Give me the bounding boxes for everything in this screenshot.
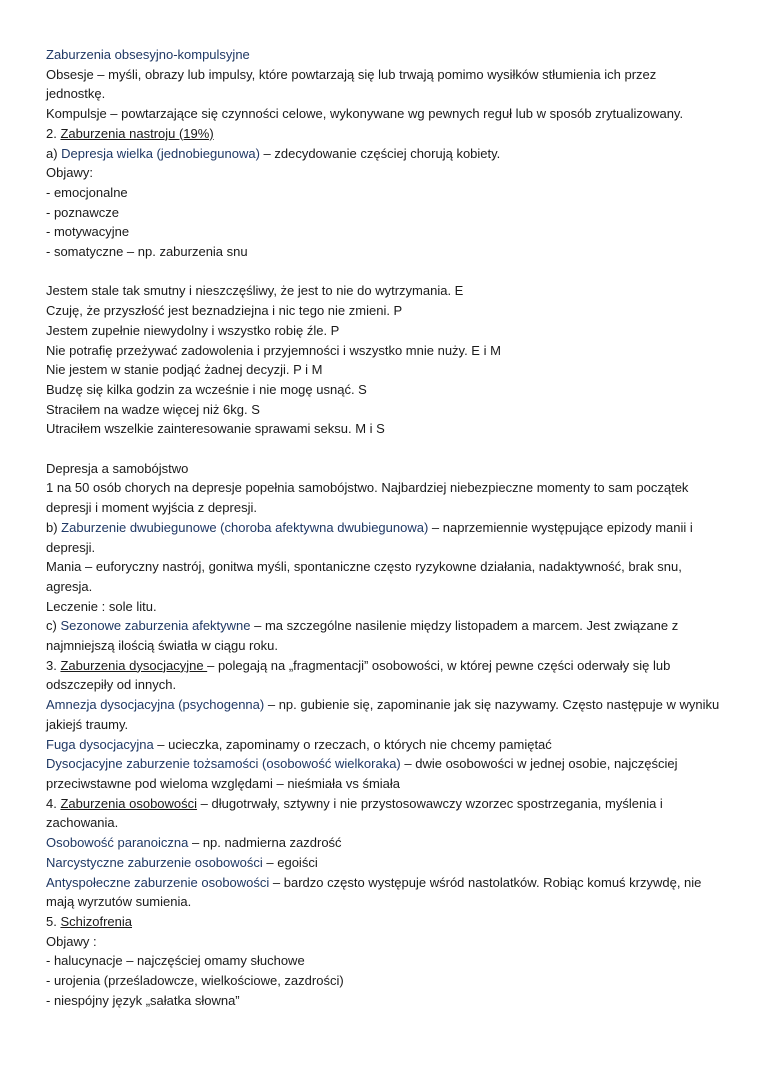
bipolar-line-2: depresji. bbox=[46, 539, 96, 555]
schizophrenia-symptom: - halucynacje – najczęściej omamy słuchowe bbox=[46, 953, 305, 969]
paranoid-line bbox=[46, 833, 720, 853]
statement-line: Jestem stale tak smutny i nieszczęśliwy, że jest to nie do wytrzymania. E bbox=[46, 283, 464, 299]
personality-number: 4. bbox=[46, 795, 61, 811]
mood-number: 2. bbox=[46, 125, 61, 141]
schizophrenia-title: Schizofrenia bbox=[60, 913, 133, 929]
narcissistic-term: Narcystyczne zaburzenie osobowości bbox=[46, 854, 263, 870]
statement-line: Budzę się kilka godzin za wcześnie i nie mogę usnąć. S bbox=[46, 381, 367, 397]
fugue-desc: – ucieczka, zapominamy o rzeczach, o których nie chcemy pamiętać bbox=[153, 736, 552, 752]
amnesia-line-2: jakiejś traumy. bbox=[46, 716, 129, 732]
obsesje-line-1: Obsesje – myśli, obrazy lub impulsy, które powtarzają się lub trwają pomimo wysiłków stłumienia ich przez bbox=[46, 66, 657, 82]
bipolar-prefix: b) bbox=[46, 519, 62, 535]
depression-line bbox=[46, 144, 720, 164]
depression-term: Depresja wielka (jednobiegunowa) bbox=[61, 145, 260, 161]
statement-line: Nie potrafię przeżywać zadowolenia i przyjemności i wszystko mnie nuży. E i M bbox=[46, 342, 501, 358]
mood-title: Zaburzenia nastroju (19%) bbox=[60, 125, 214, 141]
personality-desc: – długotrwały, sztywny i nie przystosowawczy wzorzec spostrzegania, myślenia i bbox=[197, 795, 663, 811]
dissociative-heading bbox=[46, 656, 720, 676]
dissociative-title: Zaburzenia dysocjacyjne bbox=[60, 657, 208, 673]
paranoid-term: Osobowość paranoiczna bbox=[46, 835, 189, 851]
schizophrenia-symptom: - urojenia (prześladowcze, wielkościowe, zazdrości) bbox=[46, 973, 344, 989]
statement-line: Straciłem na wadze więcej niż 6kg. S bbox=[46, 401, 260, 417]
treatment-line: Leczenie : sole litu. bbox=[46, 598, 157, 614]
symptom-item: - poznawcze bbox=[46, 204, 119, 220]
statement-line: Nie jestem w stanie podjąć żadnej decyzji. P i M bbox=[46, 362, 323, 378]
dissociative-desc: – polegają na „fragmentacji” osobowości, w której pewne części oderwały się lub bbox=[207, 657, 671, 673]
schizophrenia-objawy-label: Objawy : bbox=[46, 933, 97, 949]
seasonal-line-2: najmniejszą ilością światła w ciągu roku. bbox=[46, 638, 278, 654]
personality-line-2: zachowania. bbox=[46, 815, 119, 831]
statement-line: Czuję, że przyszłość jest beznadziejna i nic tego nie zmieni. P bbox=[46, 303, 403, 319]
narcissistic-line bbox=[46, 853, 720, 873]
spacer bbox=[46, 439, 720, 459]
obsesje-line-2: jednostkę. bbox=[46, 86, 106, 102]
antisocial-desc: – bardzo często występuje wśród nastolatków. Robiąc komuś krzywdę, nie bbox=[269, 874, 702, 890]
identity-line bbox=[46, 754, 720, 774]
ocd-heading: Zaburzenia obsesyjno-kompulsyjne bbox=[46, 47, 250, 62]
suicide-heading: Depresja a samobójstwo bbox=[46, 460, 189, 476]
antisocial-term: Antyspołeczne zaburzenie osobowości bbox=[46, 874, 270, 890]
depression-desc: – zdecydowanie częściej chorują kobiety. bbox=[259, 145, 501, 161]
schizophrenia-symptom: - niespójny język „sałatka słowna” bbox=[46, 992, 240, 1008]
symptom-item: - emocjonalne bbox=[46, 184, 128, 200]
spacer bbox=[46, 262, 720, 282]
fugue-term: Fuga dysocjacyjna bbox=[46, 736, 154, 752]
fugue-line bbox=[46, 735, 720, 755]
identity-desc: – dwie osobowości w jednej osobie, najczęściej bbox=[400, 756, 678, 772]
bipolar-term: Zaburzenie dwubiegunowe (choroba afektywna dwubiegunowa) bbox=[61, 519, 429, 535]
objawy-label: Objawy: bbox=[46, 165, 93, 181]
seasonal-prefix: c) bbox=[46, 618, 61, 634]
statement-line: Utraciłem wszelkie zainteresowanie sprawami seksu. M i S bbox=[46, 421, 385, 437]
dissociative-number: 3. bbox=[46, 657, 61, 673]
bipolar-desc: – naprzemiennie występujące epizody manii i bbox=[428, 519, 693, 535]
suicide-line-2: depresji i moment wyjścia z depresji. bbox=[46, 500, 257, 516]
schizophrenia-number: 5. bbox=[46, 913, 61, 929]
narcissistic-desc: – egoiści bbox=[262, 854, 318, 870]
personality-title: Zaburzenia osobowości bbox=[60, 795, 198, 811]
antisocial-line-2: mają wyrzutów sumienia. bbox=[46, 894, 192, 910]
bipolar-line bbox=[46, 518, 720, 538]
personality-heading bbox=[46, 794, 720, 814]
symptom-item: - motywacyjne bbox=[46, 224, 130, 240]
symptom-item: - somatyczne – np. zaburzenia snu bbox=[46, 244, 248, 260]
mania-line-2: agresja. bbox=[46, 578, 93, 594]
depression-prefix: a) bbox=[46, 145, 62, 161]
seasonal-desc: – ma szczególne nasilenie między listopadem a marcem. Jest związane z bbox=[250, 618, 679, 634]
identity-line-2: przeciwstawne pod wieloma względami – nieśmiała vs śmiała bbox=[46, 775, 401, 791]
mood-heading bbox=[46, 124, 720, 144]
schizophrenia-heading bbox=[46, 912, 720, 932]
seasonal-line bbox=[46, 616, 720, 636]
amnesia-line bbox=[46, 695, 720, 715]
mania-line-1: Mania – euforyczny nastrój, gonitwa myśli, spontaniczne często ryzykowne działania, nadaktywność, brak snu, bbox=[46, 559, 682, 575]
statement-line: Jestem zupełnie niewydolny i wszystko robię źle. P bbox=[46, 322, 340, 338]
identity-term: Dysocjacyjne zaburzenie tożsamości (osobowość wielkoraka) bbox=[46, 756, 401, 772]
seasonal-term: Sezonowe zaburzenia afektywne bbox=[60, 618, 251, 634]
kompulsje-line: Kompulsje – powtarzające się czynności celowe, wykonywane wg pewnych reguł lub w sposób zrytualizowany. bbox=[46, 106, 684, 122]
suicide-line-1: 1 na 50 osób chorych na depresje popełnia samobójstwo. Najbardziej niebezpieczne momenty to sam początek bbox=[46, 480, 689, 496]
amnesia-term: Amnezja dysocjacyjna (psychogenna) bbox=[46, 697, 265, 713]
paranoid-desc: – np. nadmierna zazdrość bbox=[188, 835, 342, 851]
dissociative-line-2: odszczepiły od innych. bbox=[46, 677, 177, 693]
amnesia-desc: – np. gubienie się, zapominanie jak się nazywamy. Często następuje w wyniku bbox=[264, 697, 720, 713]
antisocial-line bbox=[46, 873, 720, 893]
